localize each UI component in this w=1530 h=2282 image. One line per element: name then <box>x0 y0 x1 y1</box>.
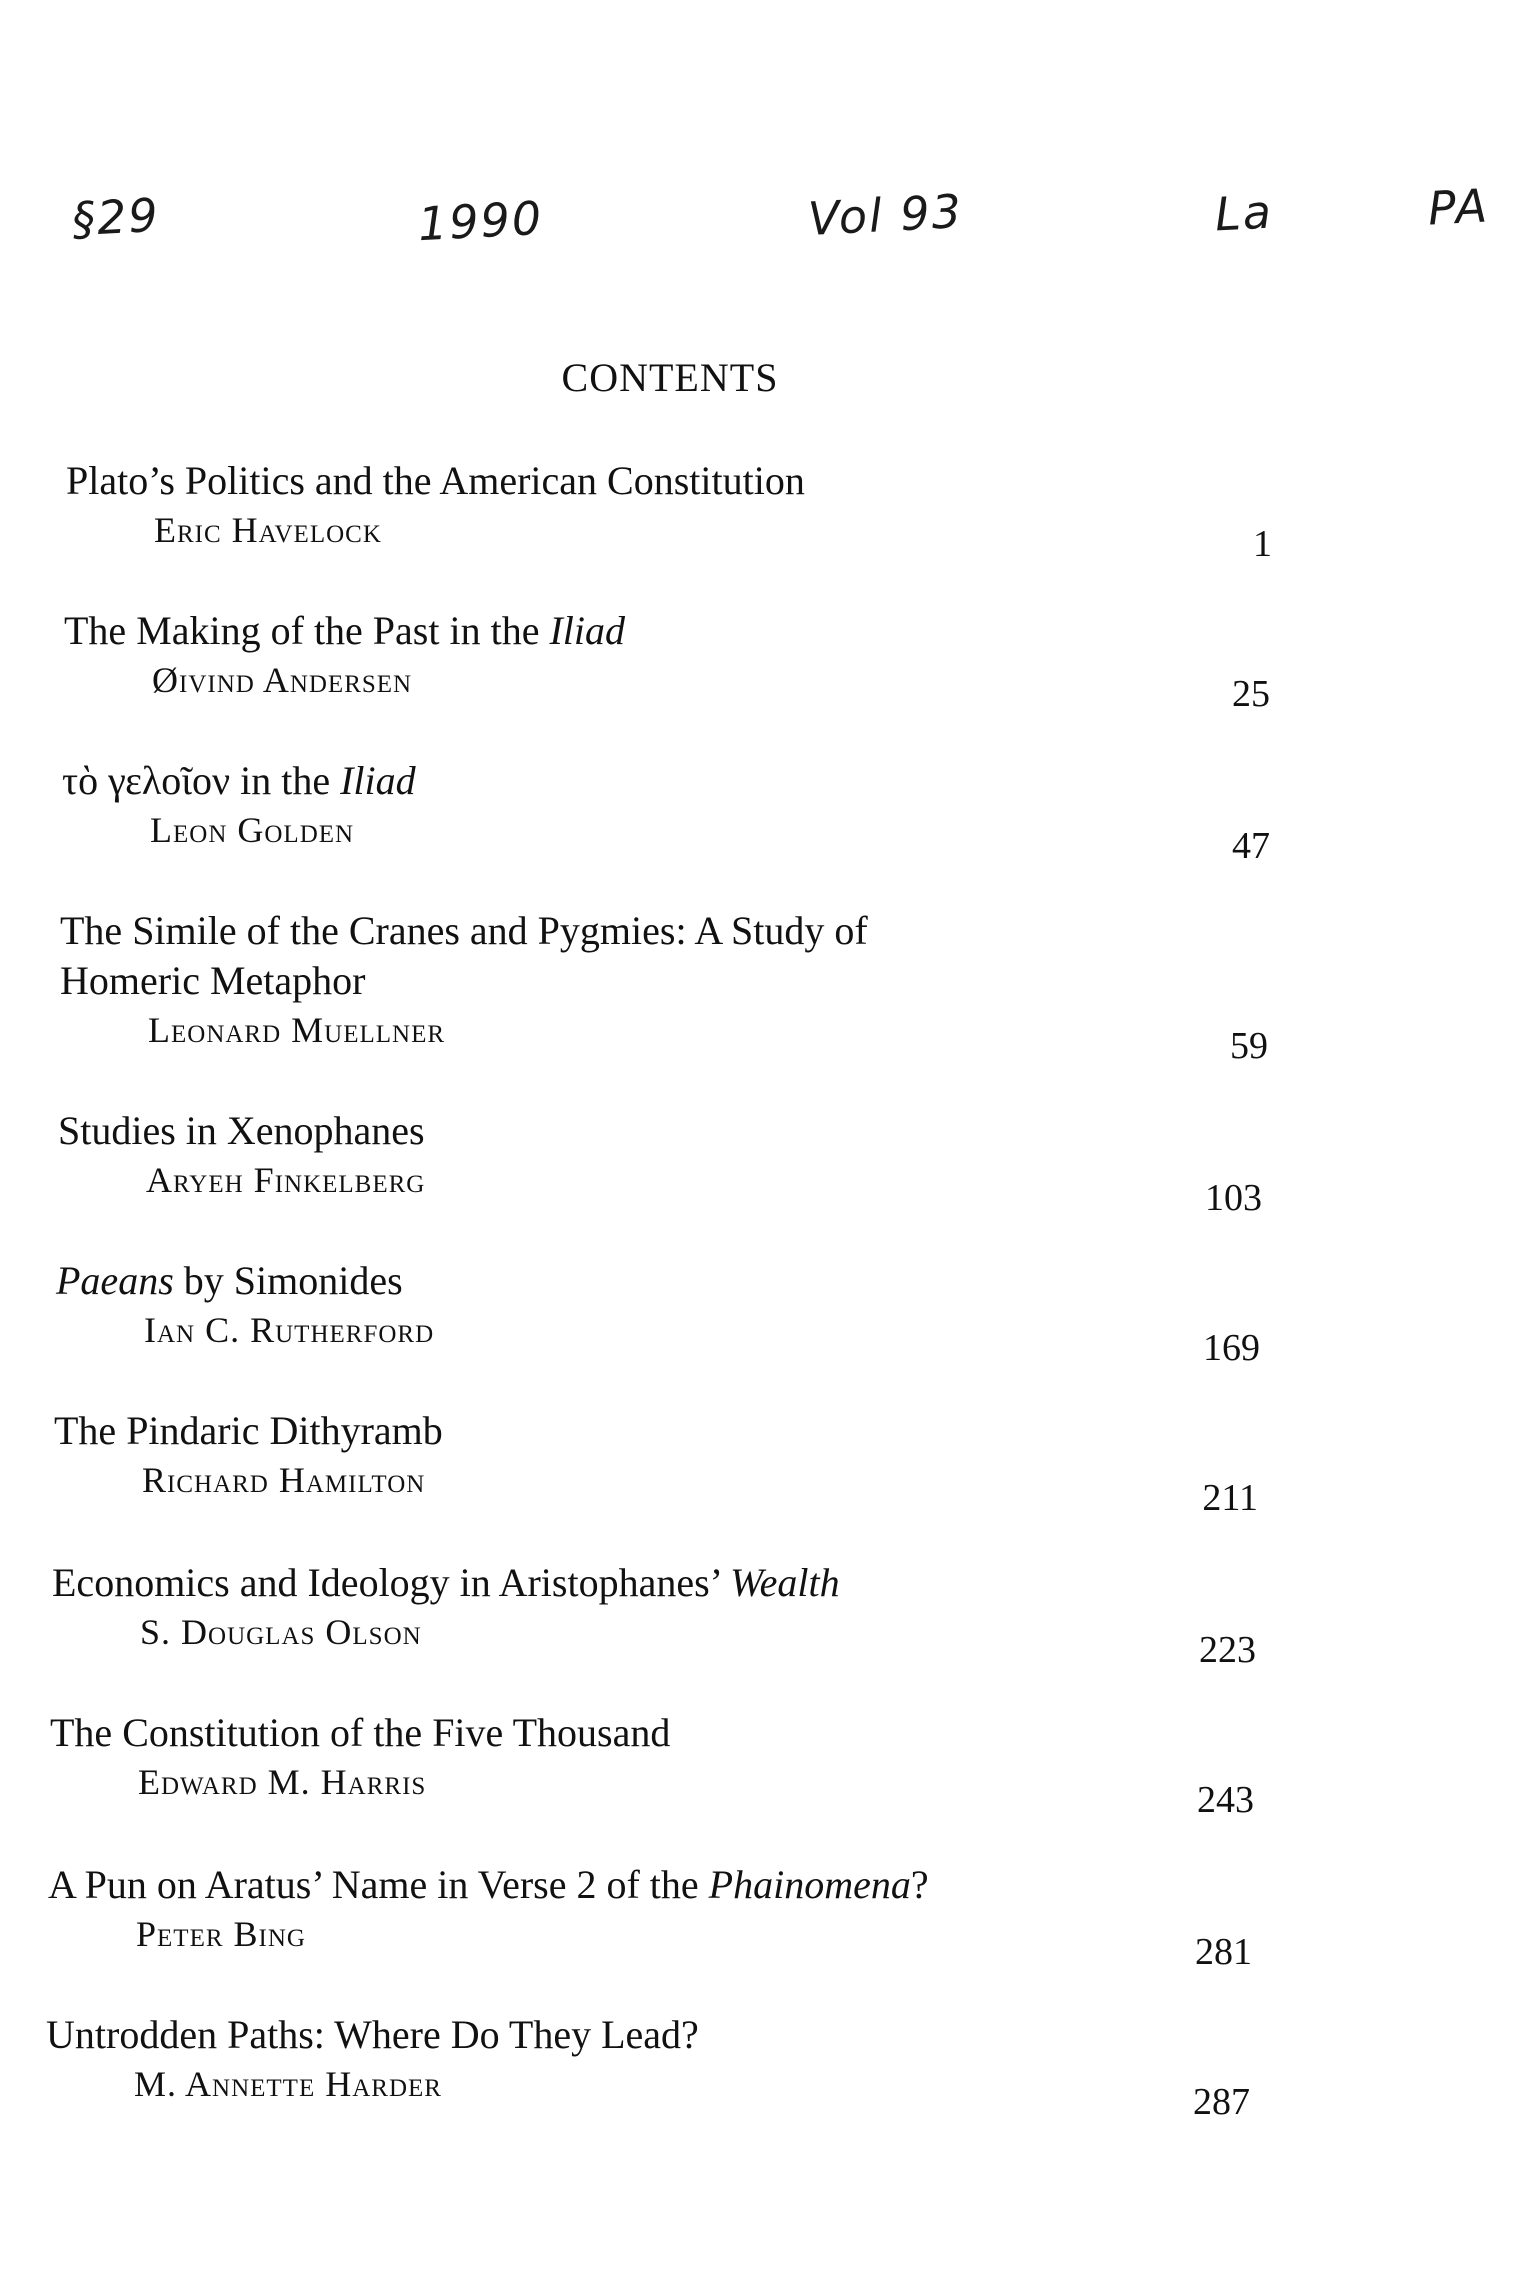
annotation-language: La <box>1213 184 1275 242</box>
entry-author: Leon Golden <box>150 810 355 850</box>
contents-heading: CONTENTS <box>561 355 779 400</box>
entry-title: Untrodden Paths: Where Do They Lead? <box>46 2012 699 2057</box>
entry-page-number: 59 <box>1230 1025 1268 1067</box>
entry-page-number: 223 <box>1199 1629 1256 1671</box>
entry-page-number: 211 <box>1202 1477 1258 1519</box>
entry-title: A Pun on Aratus’ Name in Verse 2 of the Phainomena? <box>48 1862 929 1907</box>
entry-page-number: 25 <box>1232 673 1270 715</box>
entry-title: The Pindaric Dithyramb <box>54 1408 443 1453</box>
entry-page-number: 169 <box>1203 1327 1260 1369</box>
entry-author: Peter Bing <box>136 1914 306 1954</box>
entry-page-number: 103 <box>1205 1177 1262 1219</box>
entry-title: τὸ γελοῖον in the Iliad <box>62 758 416 803</box>
entry-page-number: 281 <box>1195 1931 1252 1973</box>
entry-author: M. Annette Harder <box>134 2064 442 2104</box>
entry-title: Paeans by Simonides <box>56 1258 403 1303</box>
entry-title: Studies in Xenophanes <box>58 1108 425 1153</box>
entry-author: Øivind Andersen <box>152 660 413 700</box>
entry-author: Eric Havelock <box>154 510 382 550</box>
annotation-call-number: §29 <box>70 187 161 247</box>
entry-author: Aryeh Finkelberg <box>146 1160 426 1200</box>
entry-author: Ian C. Rutherford <box>144 1310 435 1350</box>
annotation-year: 1990 <box>416 190 545 252</box>
entry-title: Economics and Ideology in Aristophanes’ Wealth <box>52 1560 840 1605</box>
entry-author: Leonard Muellner <box>148 1010 446 1050</box>
annotation-volume: Vol 93 <box>806 183 965 247</box>
entry-title: The Constitution of the Five Thousand <box>50 1710 671 1755</box>
entry-title: Plato’s Politics and the American Constitution <box>66 458 805 503</box>
entry-author: Richard Hamilton <box>142 1460 426 1500</box>
entry-title: The Simile of the Cranes and Pygmies: A Study of Homeric Metaphor <box>60 908 868 1003</box>
entry-title: The Making of the Past in the Iliad <box>64 608 626 653</box>
entry-page-number: 1 <box>1253 523 1272 565</box>
entry-author: S. Douglas Olson <box>140 1612 422 1652</box>
entry-page-number: 287 <box>1193 2081 1250 2123</box>
entry-page-number: 243 <box>1197 1779 1254 1821</box>
entry-page-number: 47 <box>1232 825 1270 867</box>
entry-author: Edward M. Harris <box>138 1762 427 1802</box>
annotation-code: PA <box>1426 178 1491 236</box>
